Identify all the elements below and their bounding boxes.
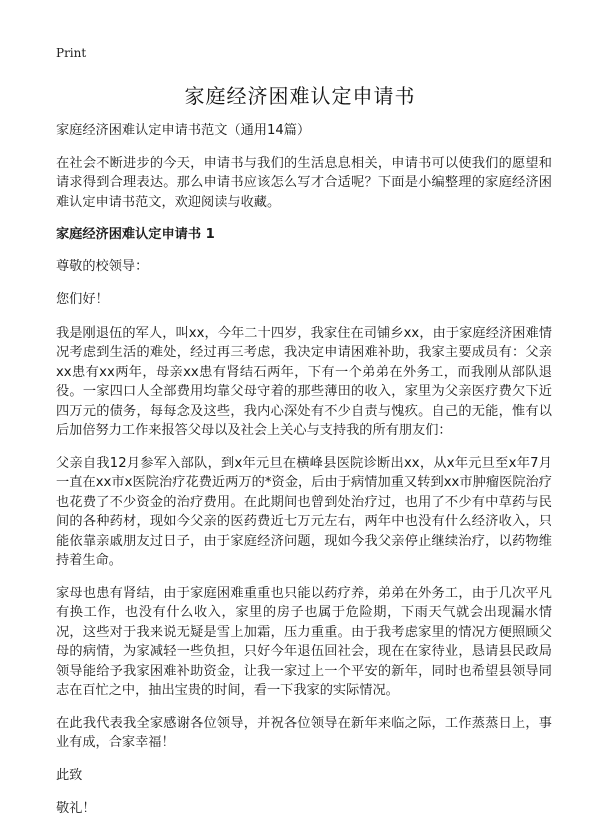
body-paragraph: 家母也患有肾结，由于家庭困难重重也只能以药疗养，弟弟在外务工，由于几次平凡有换工作，也没有什么收入，家里的房子也属于危险期，下雨天气就会出现漏水情况，这些对于我来说无疑是雪上加霜，压力重重。由于我考虑家里的情况方便照顾父母的病情，为家减轻一些负担，只好今年退伍回社会，现在在家待业，恳请县民政局领导能给予我家困难补助资金，让我一家过上一个平安的新年，同时也希望县领导同志在百忙之中，抽出宝贵的时间，看一下我家的实际情况。 — [56, 585, 552, 698]
closing-salute: 敬礼！ — [56, 801, 96, 816]
closing-line: 此致 — [56, 767, 83, 783]
body-paragraph: 我是刚退伍的军人，叫xx，今年二十四岁，我家住在司铺乡xx，由于家庭经济困难情况考虑到生活的难处，经过再三考虑，我决定申请困难补助，我家主要成员有：父亲xx患有xx两年，母亲xx患有肾结石两年，下有一个弟弟在外务工，而我刚从部队退役。一家四口人全部费用均靠父母守着的那些薄田的收入，家里为父亲医疗费欠下近四万元的债务，每每念及这些，我内心深处有不少自责与愧疚。自己的无能，惟有以后加倍努力工作来报答父母以及社会上关心与支持我的所有朋友们： — [56, 325, 552, 438]
body-paragraph: 父亲自我12月参军入部队，到x年元旦在横峰县医院诊断出xx，从x年元旦至x年7月一直在xx市x医院治疗花费近两万的*资金，后由于病情加重又转到xx市肿瘤医院治疗也花费了不少资金的治疗费用。在此期间也曾到处治疗过，也用了不少有中草药与民间的各种药材，现如今父亲的医药费近七万元左右，两年中也没有什么经济收入，只能依靠亲戚朋友过日子，由于家庭经济问题，现如今我父亲停止继续治疗，以药物维持着生命。 — [56, 455, 552, 568]
salutation: 尊敬的校领导： — [56, 258, 149, 274]
page-title: 家庭经济困难认定申请书 — [184, 84, 416, 108]
document-subtitle: 家庭经济困难认定申请书范文（通用14篇） — [56, 123, 311, 138]
greeting: 您们好！ — [56, 292, 109, 307]
section-heading: 家庭经济困难认定申请书 1 — [56, 227, 215, 242]
print-link[interactable]: Print — [56, 46, 87, 60]
document-body — [56, 121, 552, 828]
body-paragraph: 在此我代表我全家感谢各位领导，并祝各位领导在新年来临之际，工作蒸蒸日上，事业有成，合家幸福！ — [56, 715, 552, 750]
intro-paragraph: 在社会不断进步的今天，申请书与我们的生活息息相关，申请书可以使我们的愿望和请求得到合理表达。那么申请书应该怎么写才合适呢？下面是小编整理的家庭经济困难认定申请书范文，欢迎阅读与收藏。 — [56, 155, 552, 210]
